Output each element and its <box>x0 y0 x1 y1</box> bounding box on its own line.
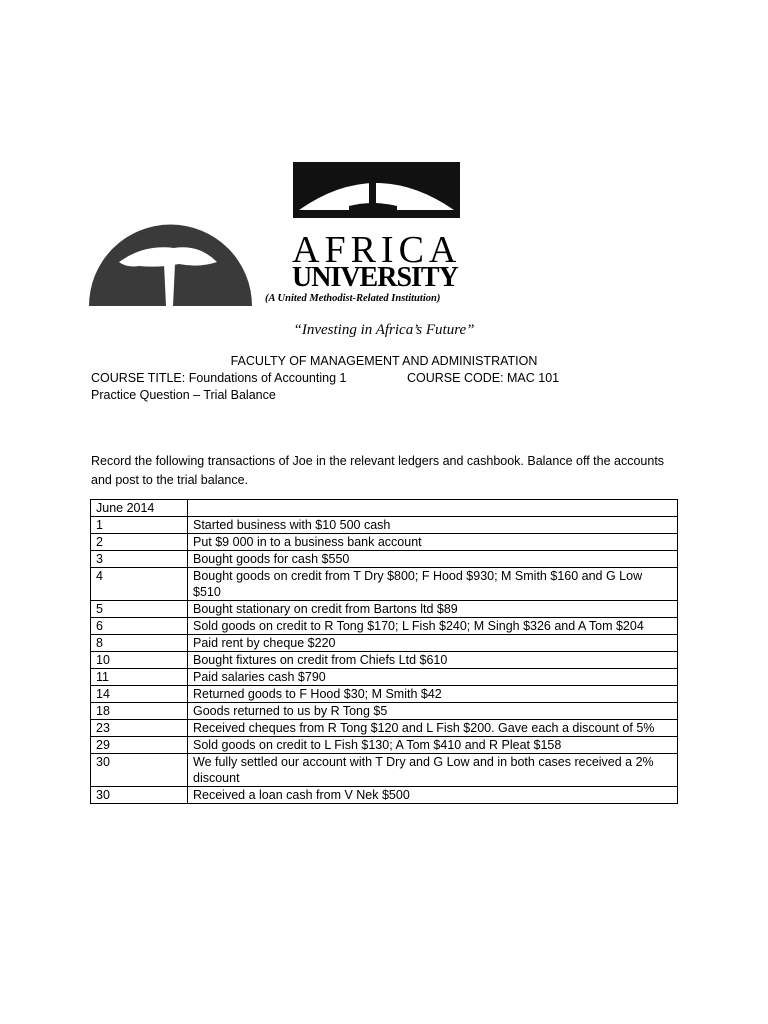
motto: “Investing in Africa’s Future” <box>293 322 475 338</box>
table-cell-transaction: Received cheques from R Tong $120 and L Fish $200. Gave each a discount of 5% <box>188 720 678 737</box>
table-row <box>91 568 678 601</box>
table-row <box>91 720 678 737</box>
table-row <box>91 703 678 720</box>
table-row <box>91 787 678 804</box>
wordmark-africa: AFRICA <box>292 229 462 271</box>
wordmark-affiliation: (A United Methodist-Related Institution) <box>265 293 441 304</box>
table-cell-transaction: Bought fixtures on credit from Chiefs Ltd $610 <box>188 652 678 669</box>
table-cell-day: 5 <box>91 601 188 618</box>
table-cell-transaction: Paid rent by cheque $220 <box>188 635 678 652</box>
table-cell-day: 30 <box>91 754 188 787</box>
transactions-table <box>90 499 678 804</box>
table-cell-day: 29 <box>91 737 188 754</box>
table-row <box>91 551 678 568</box>
table-cell-day: 6 <box>91 618 188 635</box>
table-cell-transaction: Returned goods to F Hood $30; M Smith $42 <box>188 686 678 703</box>
table-cell-day: 8 <box>91 635 188 652</box>
wordmark-university: UNIVERSITY <box>292 262 458 293</box>
practice-question-title: Practice Question – Trial Balance <box>91 388 276 402</box>
table-row <box>91 618 678 635</box>
table-row <box>91 601 678 618</box>
table-cell-day: 23 <box>91 720 188 737</box>
table-row <box>91 754 678 787</box>
table-header-row <box>91 500 678 517</box>
table-cell-transaction: Started business with $10 500 cash <box>188 517 678 534</box>
table-row <box>91 635 678 652</box>
table-row <box>91 517 678 534</box>
table-cell-transaction: Bought goods on credit from T Dry $800; F Hood $930; M Smith $160 and G Low $510 <box>188 568 678 601</box>
table-cell-transaction: Put $9 000 in to a business bank account <box>188 534 678 551</box>
table-cell-day: 4 <box>91 568 188 601</box>
table-row <box>91 686 678 703</box>
sun-tree-emblem <box>89 222 252 306</box>
table-cell-day: 30 <box>91 787 188 804</box>
table-cell-day: 11 <box>91 669 188 686</box>
table-cell-transaction: Received a loan cash from V Nek $500 <box>188 787 678 804</box>
table-cell-day: 18 <box>91 703 188 720</box>
faculty-title: FACULTY OF MANAGEMENT AND ADMINISTRATION <box>230 354 538 368</box>
table-row <box>91 669 678 686</box>
table-cell-day: 1 <box>91 517 188 534</box>
table-cell-transaction: Sold goods on credit to R Tong $170; L Fish $240; M Singh $326 and A Tom $204 <box>188 618 678 635</box>
table-cell-transaction: Bought goods for cash $550 <box>188 551 678 568</box>
table-cell-transaction: Bought stationary on credit from Bartons ltd $89 <box>188 601 678 618</box>
university-wordmark <box>265 229 462 304</box>
table-row <box>91 737 678 754</box>
table-cell-day: 10 <box>91 652 188 669</box>
table-row <box>91 534 678 551</box>
table-row <box>91 652 678 669</box>
table-cell-day: 3 <box>91 551 188 568</box>
table-cell-transaction: We fully settled our account with T Dry and G Low and in both cases received a 2% discount <box>188 754 678 787</box>
table-cell-transaction: Goods returned to us by R Tong $5 <box>188 703 678 720</box>
table-cell-transaction: Paid salaries cash $790 <box>188 669 678 686</box>
tree-horizon-emblem <box>293 162 460 218</box>
instructions-paragraph: Record the following transactions of Joe in the relevant ledgers and cashbook. Balance off the accounts and post to the trial balance. <box>91 454 665 487</box>
table-cell-day: 2 <box>91 534 188 551</box>
table-cell-day: 14 <box>91 686 188 703</box>
table-header-date: June 2014 <box>91 500 188 517</box>
table-header-description <box>188 500 678 517</box>
course-title: COURSE TITLE: Foundations of Accounting 1 <box>91 371 347 385</box>
course-code: COURSE CODE: MAC 101 <box>407 371 560 385</box>
table-cell-transaction: Sold goods on credit to L Fish $130; A Tom $410 and R Pleat $158 <box>188 737 678 754</box>
